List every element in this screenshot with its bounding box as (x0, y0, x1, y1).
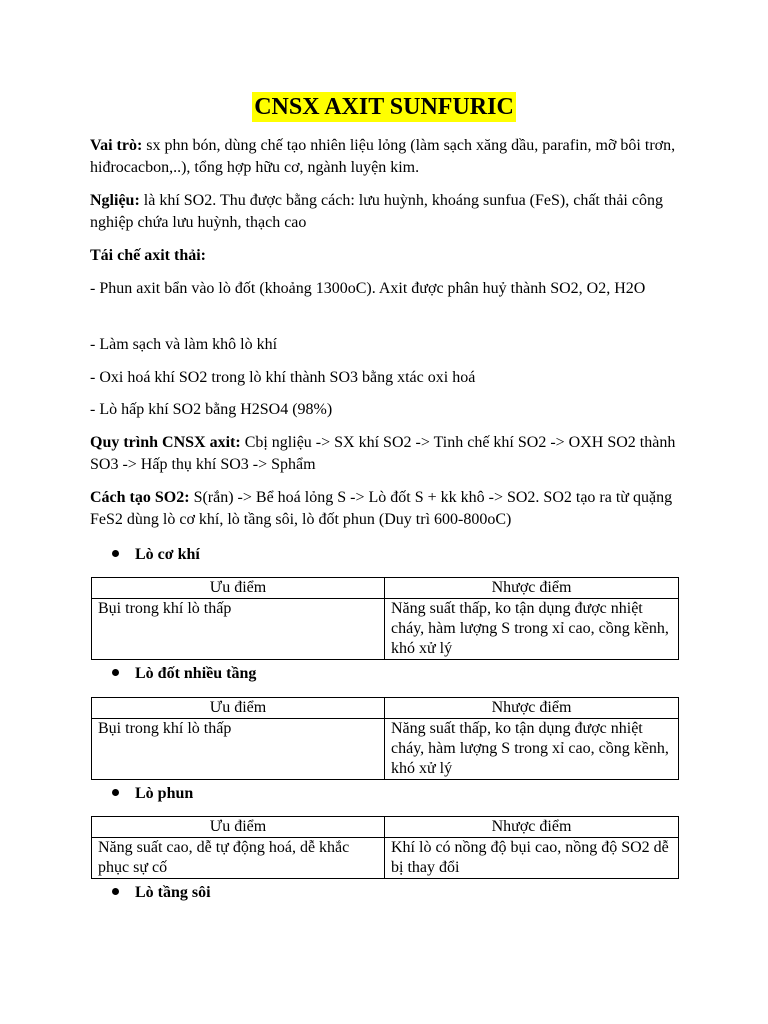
cell-pros: Bụi trong khí lò thấp (92, 719, 385, 780)
cell-cons: Khí lò có nồng độ bụi cao, nồng độ SO2 dễ bị thay đổi (385, 838, 679, 879)
quy-trinh-label: Quy trình CNSX axit: (90, 434, 241, 451)
section-title: Lò đốt nhiều tầng (135, 665, 257, 682)
pros-cons-table (91, 697, 679, 780)
cell-pros: Năng suất cao, dễ tự động hoá, dễ khắc phục sự cố (92, 838, 385, 879)
section-title: Lò phun (135, 785, 194, 802)
cach-tao-text: S(rắn) -> Bể hoá lỏng S -> Lò đốt S + kk khô -> SO2. SO2 tạo ra từ quặng FeS2 dùng lò cơ khí, lò tầng sôi, lò đốt phun (Duy trì 600-800oC) (90, 489, 673, 528)
bullet-dot-icon (112, 888, 119, 895)
vai-tro-paragraph (90, 135, 680, 179)
tai-che-item: - Làm sạch và làm khô lò khí (90, 336, 278, 353)
section-bullet (112, 663, 256, 685)
header-cell-pros: Ưu điểm (92, 817, 385, 838)
header-cell-pros: Ưu điểm (92, 578, 385, 599)
header-cell-cons: Nhược điểm (385, 698, 679, 719)
vai-tro-label: Vai trò: (90, 137, 143, 154)
bullet-dot-icon (112, 550, 119, 557)
table-row (92, 719, 679, 780)
cell-cons: Năng suất thấp, ko tận dụng được nhiệt cháy, hàm lượng S trong xỉ cao, cồng kềnh, khó xử lý (385, 599, 679, 660)
cach-tao-paragraph (90, 487, 680, 531)
header-cell-cons: Nhược điểm (385, 578, 679, 599)
section-bullet (112, 882, 211, 904)
tai-che-item: - Oxi hoá khí SO2 trong lò khí thành SO3 bằng xtác oxi hoá (90, 369, 476, 386)
nglieu-label: Ngliệu: (90, 192, 140, 209)
document-title: CNSX AXIT SUNFURIC (254, 94, 514, 120)
header-cell-cons: Nhược điểm (385, 817, 679, 838)
cell-cons: Năng suất thấp, ko tận dụng được nhiệt cháy, hàm lượng S trong xỉ cao, cồng kềnh, khó xử lý (385, 719, 679, 780)
vai-tro-text: sx phn bón, dùng chế tạo nhiên liệu lỏng (làm sạch xăng dầu, parafin, mỡ bôi trơn, hiđrocacbon,..), tổng hợp hữu cơ, ngành luyện kim. (90, 137, 676, 176)
cach-tao-label: Cách tạo SO2: (90, 489, 190, 506)
tai-che-heading: Tái chế axit thải: (90, 247, 206, 264)
tai-che-item: - Phun axit bẩn vào lò đốt (khoảng 1300oC). Axit được phân huỷ thành SO2, O2, H2O (90, 280, 646, 297)
bullet-dot-icon (112, 789, 119, 796)
section-bullet (112, 783, 193, 805)
quy-trinh-text: Cbị ngliệu -> SX khí SO2 -> Tinh chế khí SO2 -> OXH SO2 thành SO3 -> Hấp thụ khí SO3 -> Sphẩm (90, 434, 676, 473)
cell-pros: Bụi trong khí lò thấp (92, 599, 385, 660)
tai-che-item: - Lò hấp khí SO2 bằng H2SO4 (98%) (90, 401, 333, 418)
section-title: Lò tầng sôi (135, 884, 211, 901)
header-cell-pros: Ưu điểm (92, 698, 385, 719)
table-header-row (92, 817, 679, 838)
bullet-dot-icon (112, 669, 119, 676)
title-wrap (0, 92, 768, 122)
section-title: Lò cơ khí (135, 546, 200, 563)
nglieu-paragraph (90, 190, 680, 234)
table-row (92, 599, 679, 660)
nglieu-text: là khí SO2. Thu được bằng cách: lưu huỳnh, khoáng sunfua (FeS), chất thải công nghiệp chứa lưu huỳnh, thạch cao (90, 192, 663, 231)
table-row (92, 838, 679, 879)
table-header-row (92, 578, 679, 599)
quy-trinh-paragraph (90, 432, 680, 476)
table-header-row (92, 698, 679, 719)
pros-cons-table (91, 816, 679, 879)
pros-cons-table (91, 577, 679, 660)
section-bullet (112, 544, 200, 566)
